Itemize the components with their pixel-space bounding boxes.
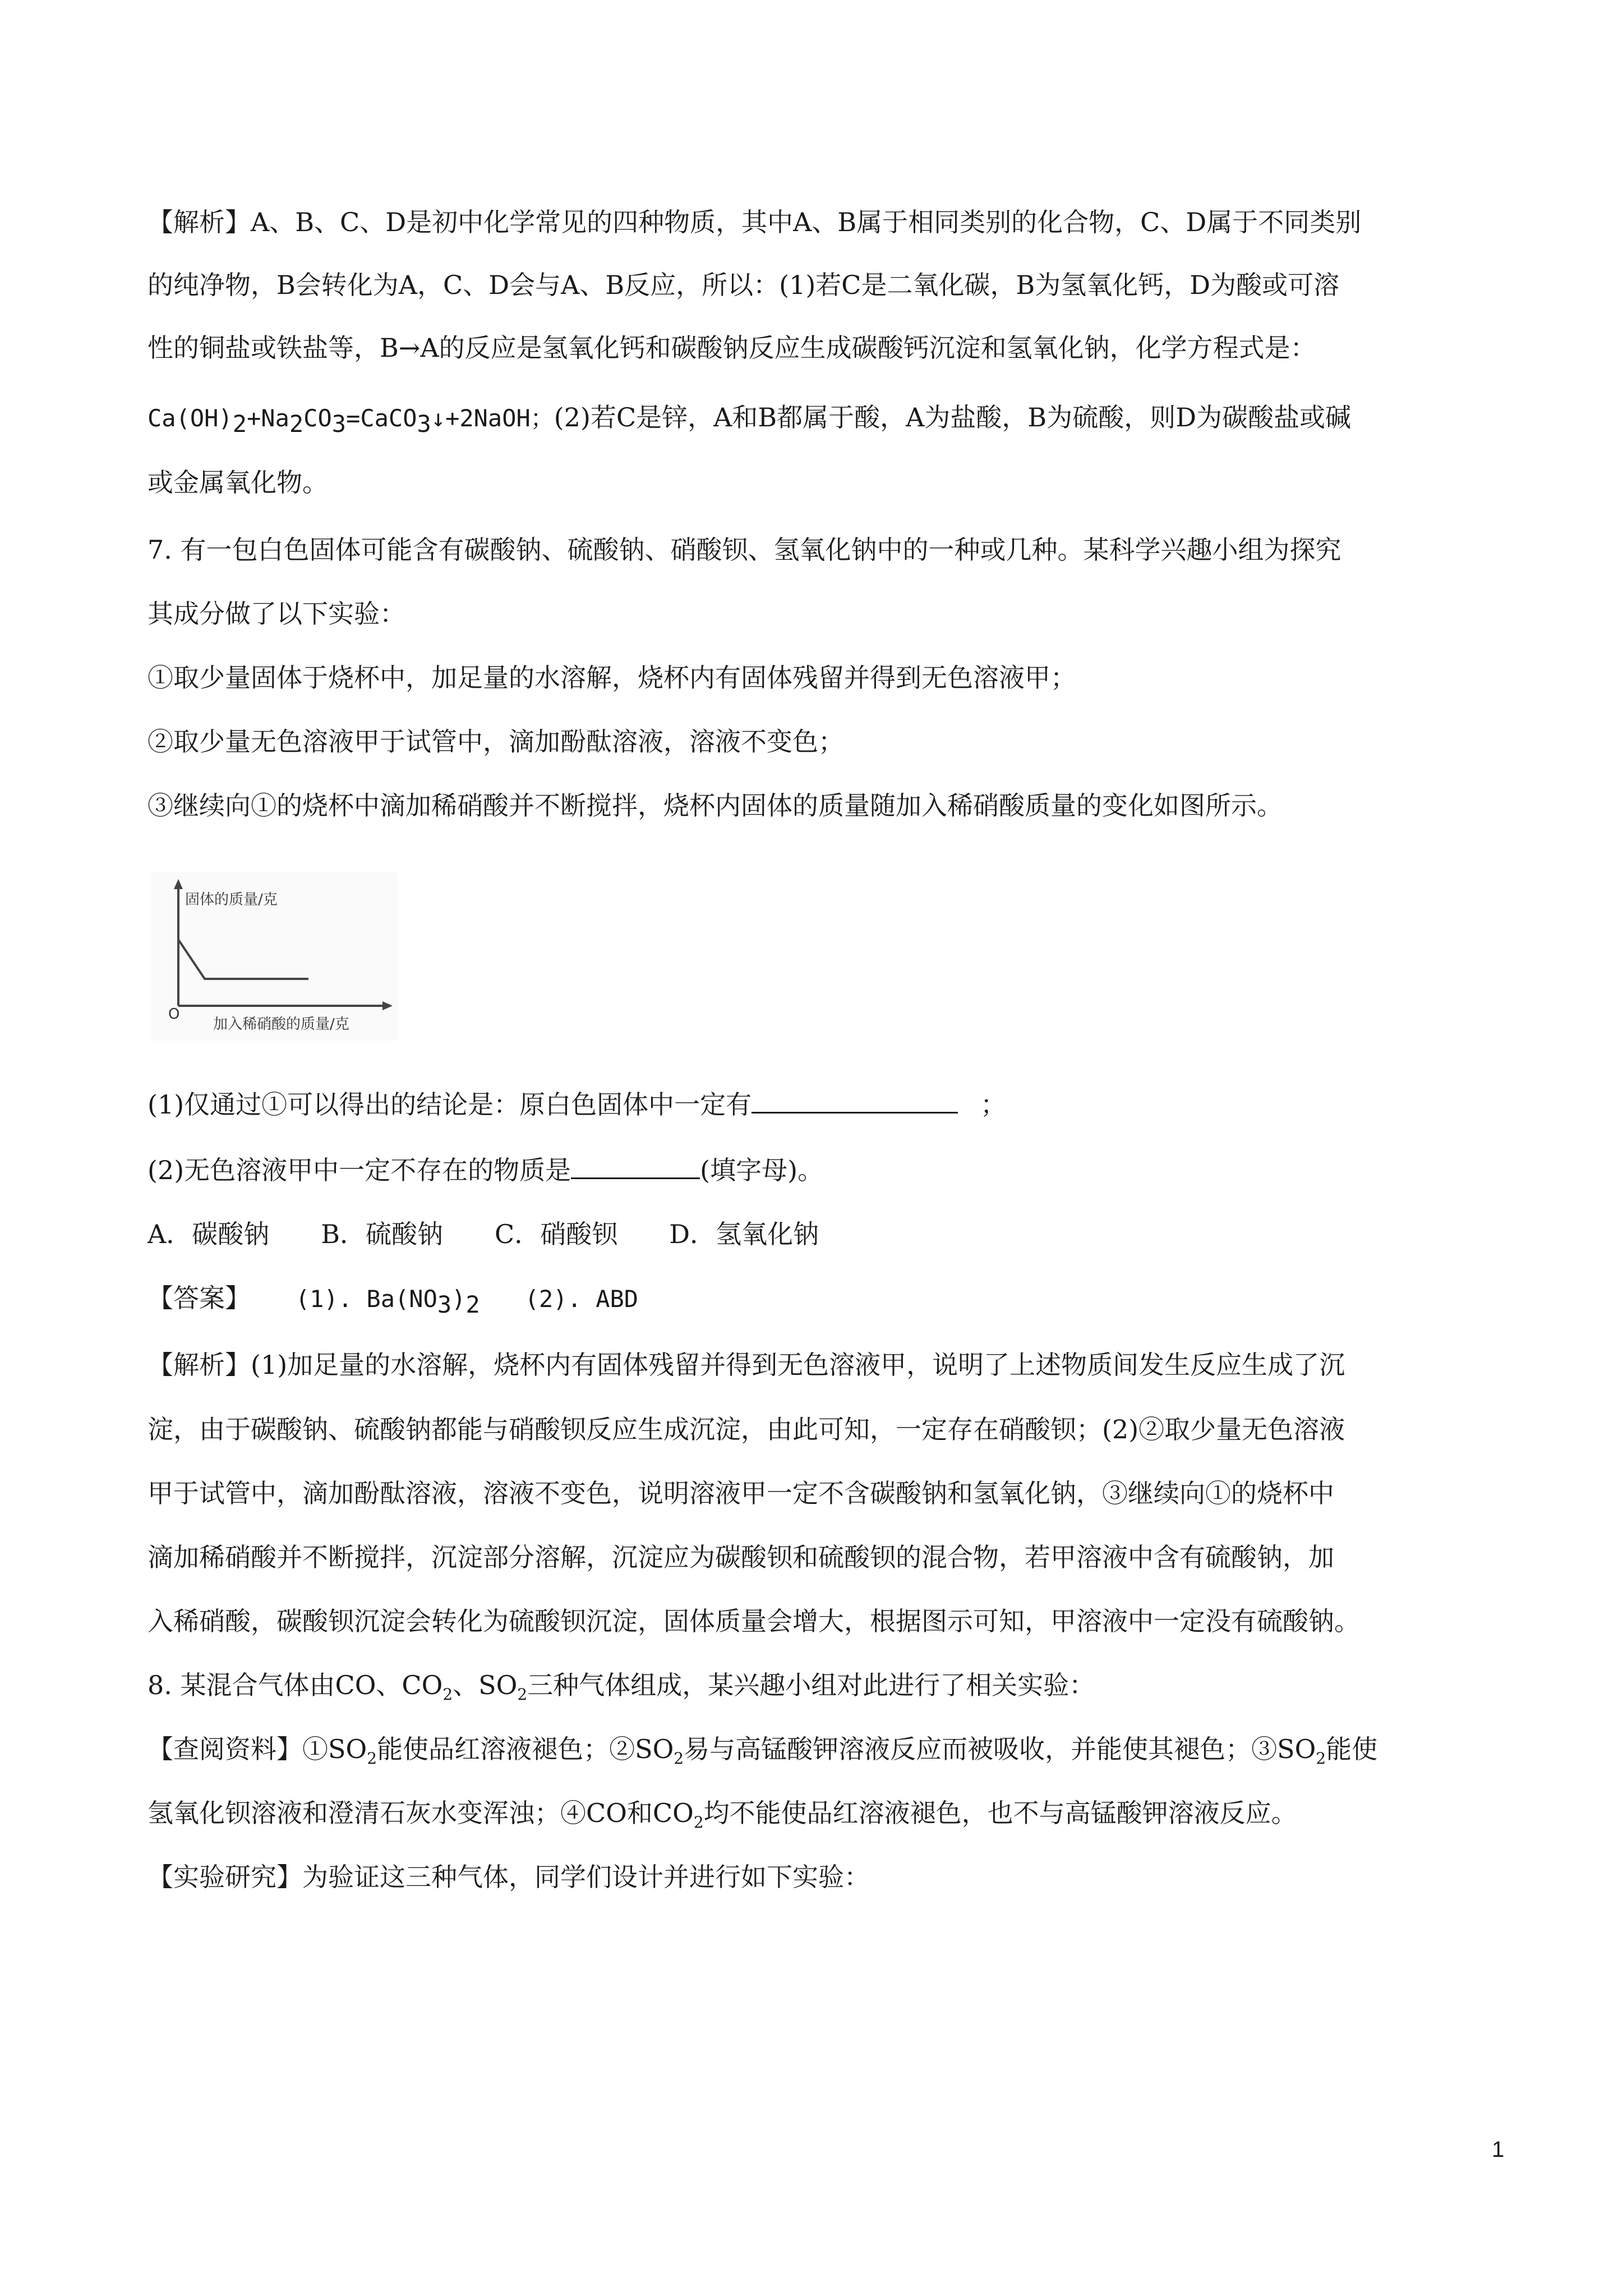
answer-blank-1[interactable] <box>751 1087 958 1114</box>
mass-curve <box>178 940 308 979</box>
graph-origin: O <box>168 1006 180 1023</box>
y-axis-arrow <box>174 879 183 889</box>
analysis-line-3: 性的铜盐或铁盐等，B→A的反应是氢氧化钙和碳酸钠反应生成碳酸钙沉淀和氢氧化钠，化学方程式是： <box>147 333 1316 363</box>
step-3: ③继续向①的烧杯中滴加稀硝酸并不断搅拌，烧杯内固体的质量随加入稀硝酸质量的变化如图所示。 <box>147 790 1283 821</box>
question-8-line-1: 8. 某混合气体由CO、$CO_2$、$SO_2$三种气体组成，某兴趣小组对此进行了相关实验： <box>147 1670 1095 1704</box>
question-7-line-1: 7. 有一包白色固体可能含有碳酸钠、硫酸钠、硝酸钡、氢氧化钠中的一种或几种。某科学兴趣小组为探究 <box>147 535 1341 565</box>
analysis-line-2: 的纯净物，B会转化为A，C、D会与A、B反应，所以：(1)若C是二氧化碳，B为氢氧化钙，D为酸或可溶 <box>147 270 1340 300</box>
equation-line: $Ca(OH)_2+Na_2CO_3=CaCO_3↓+2NaOH$；(2)若C是锌，A和B都属于酸，A为盐酸，B为硫酸，则D为碳酸盐或碱 <box>147 402 1352 438</box>
analysis-line-1: 【解析】A、B、C、D是初中化学常见的四种物质，其中A、B属于相同类别的化合物，C、D属于不同类别 <box>147 207 1362 237</box>
analysis-7-line-5: 入稀硝酸，碳酸钡沉淀会转化为硫酸钡沉淀，固体质量会增大，根据图示可知，甲溶液中一定没有硫酸钠。 <box>147 1606 1360 1636</box>
step-1: ①取少量固体于烧杯中，加足量的水溶解，烧杯内有固体残留并得到无色溶液甲； <box>147 662 1076 693</box>
analysis-7-line-1: 【解析】(1)加足量的水溶解，烧杯内有固体残留并得到无色溶液甲，说明了上述物质间发生反应生成了沉 <box>147 1350 1345 1380</box>
x-axis-arrow <box>382 1001 393 1010</box>
question-7-part-2: (2)无色溶液甲中一定不存在的物质是 (填字母)。 <box>147 1153 823 1187</box>
question-7-options: A．碳酸钠 B．硫酸钠 C．硝酸钡 D．氢氧化钠 <box>147 1219 819 1249</box>
analysis-7-line-4: 滴加稀硝酸并不断搅拌，沉淀部分溶解，沉淀应为碳酸钡和硫酸钡的混合物，若甲溶液中含有硫酸钠，加 <box>147 1542 1334 1572</box>
research-line: 【实验研究】为验证这三种气体，同学们设计并进行如下实验： <box>147 1862 870 1892</box>
analysis-line-5: 或金属氧化物。 <box>147 467 328 498</box>
question-7-line-2: 其成分做了以下实验： <box>147 599 405 629</box>
analysis-7-line-3: 甲于试管中，滴加酚酞溶液，溶液不变色，说明溶液甲一定不含碳酸钠和氢氧化钠，③继续向①的烧杯中 <box>147 1478 1334 1508</box>
analysis-7-line-2: 淀，由于碳酸钠、硫酸钠都能与硝酸钡反应生成沉淀，由此可知，一定存在硝酸钡；(2)②取少量无色溶液 <box>147 1414 1345 1444</box>
reference-line-1: 【查阅资料】$①SO_2$能使品红溶液褪色；$②SO_2$易与高锰酸钾溶液反应而被吸收，并能使其褪色；$③SO_2$能使 <box>147 1734 1378 1768</box>
reference-line-2: 氢氧化钡溶液和澄清石灰水变浑浊；④CO和$CO_2$均不能使品红溶液褪色，也不与高锰酸钾溶液反应。 <box>147 1798 1297 1832</box>
page-number: 1 <box>1492 2137 1505 2162</box>
graph-y-label: 固体的质量/克 <box>185 891 278 908</box>
mass-graph <box>151 872 398 1041</box>
step-2: ②取少量无色溶液甲于试管中，滴加酚酞溶液，溶液不变色； <box>147 726 844 757</box>
graph-x-label: 加入稀硝酸的质量/克 <box>213 1016 349 1033</box>
question-7-part-1: (1)仅通过①可以得出的结论是：原白色固体中一定有 ； <box>147 1087 1006 1121</box>
answer-line: 【答案】 (1). $Ba(NO_3)_2$ (2). ABD <box>147 1283 639 1319</box>
answer-blank-2[interactable] <box>571 1153 700 1179</box>
